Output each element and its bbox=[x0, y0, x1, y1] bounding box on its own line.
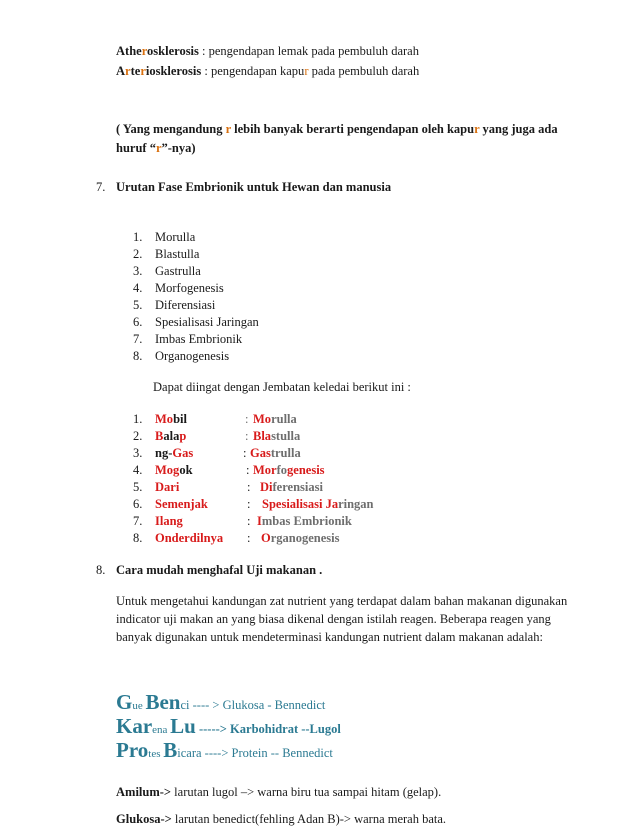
mnemonic-word bbox=[155, 497, 208, 512]
lu-key: Lu bbox=[170, 714, 196, 738]
body-text: indicator uji makan an yang biasa dikenal dengan istilah reagen. Beberapa reagen yang bbox=[116, 612, 551, 626]
mnemonic-word bbox=[155, 429, 186, 444]
mnemonic-word-key: Mog bbox=[155, 463, 180, 477]
mnemonic-number bbox=[133, 446, 142, 461]
separator-text: : bbox=[247, 480, 251, 494]
mnemonic-num-text: 4. bbox=[133, 463, 143, 477]
phase-number: 1. bbox=[133, 230, 143, 244]
mnemonic-intro-text: Dapat diingat dengan Jembatan keledai berikut ini : bbox=[153, 380, 411, 394]
mnemonic-word bbox=[155, 480, 179, 495]
arterio-part5: iosklerosis bbox=[145, 64, 202, 78]
mnemonic-num-text: 3. bbox=[133, 446, 143, 460]
phase-key: Gas bbox=[250, 446, 271, 460]
mnemonic-word-key: Semenjak bbox=[155, 497, 208, 511]
phase-key: Bla bbox=[253, 429, 272, 443]
section-8-number: 8. bbox=[96, 563, 106, 577]
mnemonic-word bbox=[155, 446, 193, 461]
mnemonic-word-rest: ok bbox=[179, 463, 193, 477]
amilum-label: Amilum-> bbox=[116, 785, 172, 799]
note-r2: r bbox=[474, 122, 480, 136]
phase-number: 6. bbox=[133, 315, 143, 329]
mnemonic-number bbox=[133, 463, 142, 478]
mnemonic-phase bbox=[262, 497, 374, 512]
section-7-title-wrap bbox=[116, 180, 391, 195]
glukosa-label: Glukosa-> bbox=[116, 812, 172, 826]
athero-part3: osklerosis bbox=[147, 44, 199, 58]
body-text: banyak digunakan untuk mendeterminasi kandungan nutrient dalam makanan adalah: bbox=[116, 630, 543, 644]
body-line bbox=[116, 612, 551, 627]
phase-rest: rulla bbox=[271, 412, 297, 426]
mnemonic-word-key2: p bbox=[179, 429, 187, 443]
section-7-title: Urutan Fase Embrionik untuk Hewan dan manusia bbox=[116, 180, 392, 194]
note-r1: r bbox=[225, 122, 231, 136]
note-line-1 bbox=[116, 122, 558, 137]
mnemonic-separator bbox=[246, 463, 249, 478]
mnemonic-separator bbox=[247, 514, 250, 529]
phase-number: 8. bbox=[133, 349, 143, 363]
arterio-def1: : pengendapan kapu bbox=[201, 64, 305, 78]
mnemonic-phase bbox=[261, 531, 339, 546]
amilum-result: larutan lugol –> warna biru tua sampai hitam (gelap). bbox=[171, 785, 442, 799]
phase-mid: fo bbox=[276, 463, 288, 477]
list-item bbox=[155, 281, 224, 296]
phase-rest: mbas Embrionik bbox=[261, 514, 352, 528]
arterio-def3: pada pembuluh darah bbox=[308, 64, 420, 78]
mnemonic-separator bbox=[247, 480, 250, 495]
list-item bbox=[133, 247, 142, 262]
mnemonic-num-text: 2. bbox=[133, 429, 143, 443]
mnemonic-word bbox=[155, 514, 183, 529]
mnemonic-phase bbox=[250, 446, 301, 461]
arterio-part3: te bbox=[130, 64, 141, 78]
glukosa-result: larutan benedict(fehling Adan B)-> warna merah bata. bbox=[171, 812, 447, 826]
athero-part1: Athe bbox=[116, 44, 142, 58]
mnemonic-separator bbox=[243, 446, 246, 461]
karena-rest: ena bbox=[152, 724, 171, 736]
phase-name: Blastulla bbox=[155, 247, 200, 261]
phase-rest: rganogenesis bbox=[270, 531, 340, 545]
note-text-a: ( Yang mengandung bbox=[116, 122, 226, 136]
mnemonic-number bbox=[133, 412, 142, 427]
section-8-title: Cara mudah menghafal Uji makanan . bbox=[116, 563, 323, 577]
list-item bbox=[155, 349, 229, 364]
phase-key: Mor bbox=[253, 463, 277, 477]
mnemonic-word-rest: bil bbox=[173, 412, 187, 426]
mnemonic-word-key: Ilang bbox=[155, 514, 183, 528]
atherosklerosis-line bbox=[116, 44, 419, 59]
phase-number: 3. bbox=[133, 264, 143, 278]
note-text-2a: huruf “ bbox=[116, 141, 156, 155]
arterio-r2: r bbox=[140, 64, 146, 78]
note-text-2c: ”-nya) bbox=[161, 141, 196, 155]
mnemonic-num-text: 8. bbox=[133, 531, 143, 545]
body-text: Untuk mengetahui kandungan zat nutrient yang terdapat dalam bahan makanan digunakan bbox=[116, 594, 568, 608]
phase-name: Morulla bbox=[155, 230, 196, 244]
phase-name: Gastrulla bbox=[155, 264, 201, 278]
separator-text: : bbox=[247, 531, 251, 545]
mnemonic-number bbox=[133, 514, 142, 529]
phase-name: Spesialisasi Jaringan bbox=[155, 315, 259, 329]
athero-definition: : pengendapan lemak pada pembuluh darah bbox=[198, 44, 419, 58]
mnemonic-word-key: Mo bbox=[155, 412, 174, 426]
athero-r: r bbox=[141, 44, 148, 58]
phase-name: Diferensiasi bbox=[155, 298, 216, 312]
glukosa-line bbox=[116, 812, 446, 827]
mnemonic-word bbox=[155, 412, 187, 427]
separator-text: : bbox=[243, 446, 247, 460]
note-r3: r bbox=[155, 141, 162, 155]
note-text-c: lebih banyak berarti pengendapan oleh kapu bbox=[230, 122, 475, 136]
mnemonic-word bbox=[155, 531, 223, 546]
mnemonic-protes-line bbox=[116, 738, 333, 763]
list-item bbox=[155, 264, 201, 279]
body-line bbox=[116, 630, 543, 645]
phase-number: 5. bbox=[133, 298, 143, 312]
phase-name: Morfogenesis bbox=[155, 281, 224, 295]
protes-rest: tes bbox=[148, 748, 164, 760]
mnemonic-word-rest: ala bbox=[163, 429, 180, 443]
separator-text: : bbox=[247, 514, 251, 528]
phase-mid: Ja bbox=[325, 497, 339, 511]
phase-rest: trulla bbox=[270, 446, 301, 460]
list-item bbox=[133, 332, 142, 347]
phase-rest: ferensiasi bbox=[272, 480, 323, 494]
body-line bbox=[116, 594, 567, 609]
gue-key: G bbox=[116, 690, 133, 714]
mnemonic-gue-line bbox=[116, 690, 325, 715]
list-item bbox=[133, 349, 142, 364]
list-item bbox=[155, 298, 215, 313]
list-item bbox=[133, 298, 142, 313]
mnemonic-number bbox=[133, 497, 142, 512]
gue-rest: ue bbox=[132, 700, 146, 712]
mnemonic-word bbox=[155, 463, 193, 478]
mnemonic-word-key: B bbox=[155, 429, 164, 443]
mnemonic-phase bbox=[260, 480, 323, 495]
karena-meaning: -----> Karbohidrat --Lugol bbox=[195, 722, 341, 736]
mnemonic-number bbox=[133, 480, 142, 495]
mnemonic-phase bbox=[253, 429, 300, 444]
note-line-2 bbox=[116, 141, 196, 156]
mnemonic-number bbox=[133, 429, 142, 444]
section-7-heading bbox=[96, 180, 105, 195]
phase-key: Mo bbox=[253, 412, 272, 426]
separator-text: : bbox=[245, 412, 249, 426]
list-item bbox=[133, 230, 142, 245]
mnemonic-phase bbox=[257, 514, 352, 529]
phase-key: Spesialisasi bbox=[262, 497, 326, 511]
gue-meaning: ci ---- > Glukosa - Bennedict bbox=[180, 698, 326, 712]
mnemonic-word-key: Onderdilnya bbox=[155, 531, 224, 545]
arterio-part1: A bbox=[116, 64, 126, 78]
phase-number: 4. bbox=[133, 281, 143, 295]
mnemonic-num-text: 5. bbox=[133, 480, 143, 494]
mnemonic-word-prefix: ng- bbox=[155, 446, 173, 460]
phase-number: 2. bbox=[133, 247, 143, 261]
mnemonic-karena-line bbox=[116, 714, 341, 739]
amilum-line bbox=[116, 785, 441, 800]
note-text-e: yang juga ada bbox=[479, 122, 558, 136]
separator-text: : bbox=[247, 497, 251, 511]
separator-text: : bbox=[245, 429, 249, 443]
arteriosklerosis-line bbox=[116, 64, 419, 79]
section-8-heading bbox=[96, 563, 105, 578]
mnemonic-num-text: 7. bbox=[133, 514, 143, 528]
mnemonic-intro bbox=[153, 380, 411, 395]
list-item bbox=[155, 332, 242, 347]
section-7-number: 7. bbox=[96, 180, 106, 194]
mnemonic-separator bbox=[247, 497, 250, 512]
mnemonic-separator bbox=[245, 429, 248, 444]
list-item bbox=[133, 281, 142, 296]
phase-rest: genesis bbox=[287, 463, 325, 477]
arterio-r1: r bbox=[125, 64, 131, 78]
phase-key: I bbox=[257, 514, 262, 528]
mnemonic-num-text: 6. bbox=[133, 497, 143, 511]
bicara-key: B bbox=[163, 738, 178, 762]
mnemonic-separator bbox=[247, 531, 250, 546]
phase-rest: stulla bbox=[271, 429, 301, 443]
list-item bbox=[133, 315, 142, 330]
mnemonic-separator bbox=[245, 412, 248, 427]
list-item bbox=[133, 264, 142, 279]
benci-key: Ben bbox=[145, 690, 181, 714]
mnemonic-word-key: Gas bbox=[172, 446, 194, 460]
list-item bbox=[155, 315, 259, 330]
mnemonic-word-key: Dari bbox=[155, 480, 180, 494]
phase-key: O bbox=[261, 531, 271, 545]
phase-number: 7. bbox=[133, 332, 143, 346]
list-item bbox=[155, 247, 199, 262]
karena-key: Kar bbox=[116, 714, 153, 738]
mnemonic-number bbox=[133, 531, 142, 546]
protes-key: Pro bbox=[116, 738, 149, 762]
protes-meaning: icara ----> Protein -- Bennedict bbox=[177, 746, 333, 760]
list-item bbox=[155, 230, 195, 245]
mnemonic-num-text: 1. bbox=[133, 412, 143, 426]
mnemonic-phase bbox=[253, 412, 297, 427]
arterio-def-r: r bbox=[304, 64, 309, 78]
phase-name: Imbas Embrionik bbox=[155, 332, 243, 346]
phase-rest: ringan bbox=[338, 497, 374, 511]
section-8-title-wrap bbox=[116, 563, 322, 578]
mnemonic-phase bbox=[253, 463, 325, 478]
separator-text: : bbox=[246, 463, 250, 477]
phase-name: Organogenesis bbox=[155, 349, 230, 363]
phase-key: Di bbox=[260, 480, 273, 494]
